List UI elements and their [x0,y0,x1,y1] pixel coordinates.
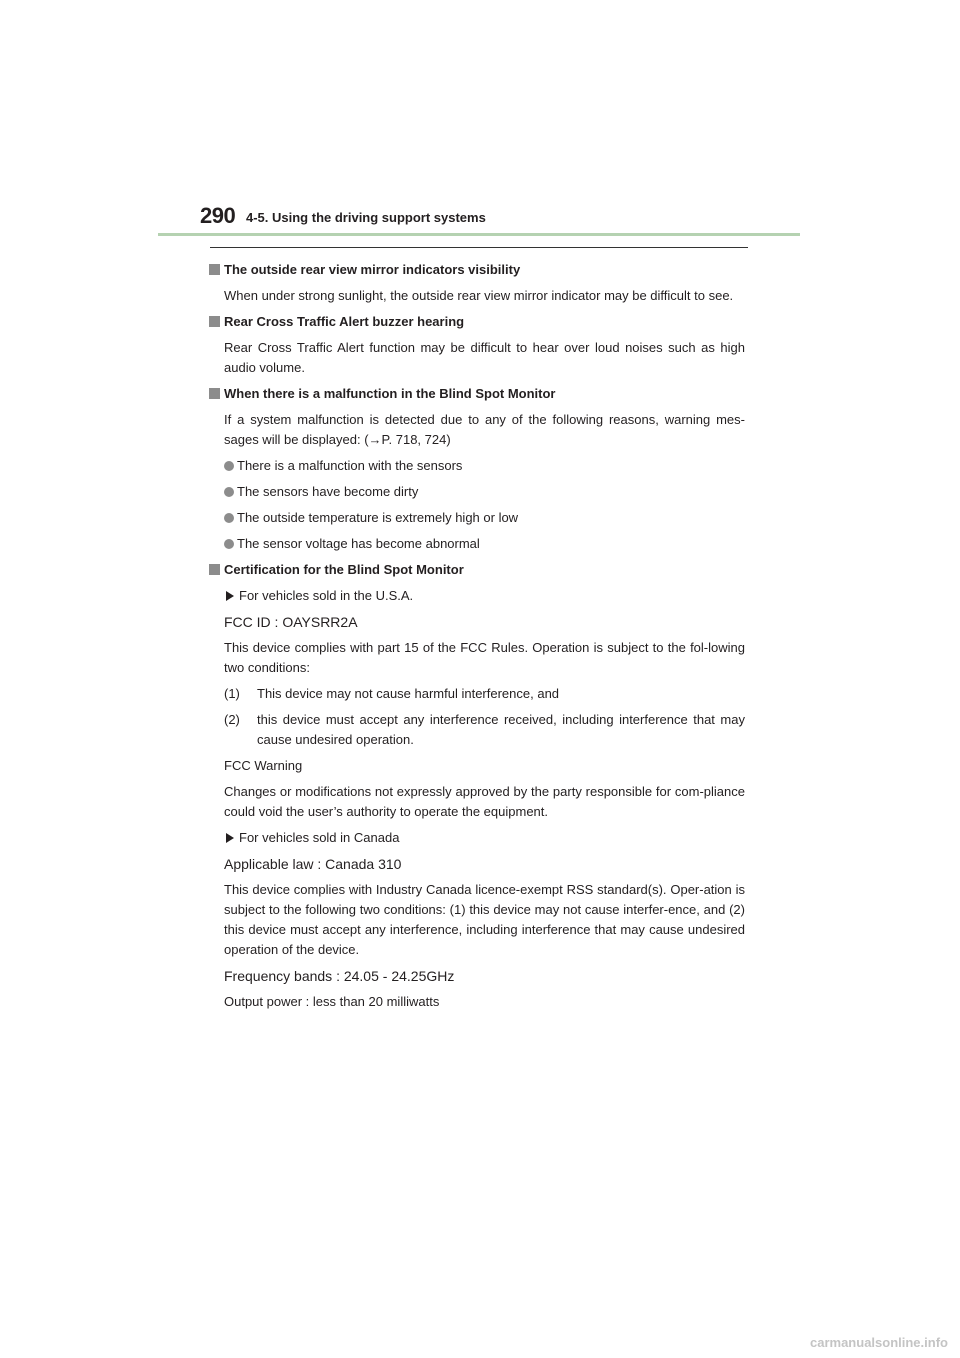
bullet-item: The outside temperature is extremely high or low [209,508,745,528]
section-title: 4-5. Using the driving support systems [246,210,486,225]
watermark: carmanualsonline.info [810,1335,948,1350]
round-bullet-icon [224,513,234,523]
paragraph-canada: This device complies with Industry Canada licence-exempt RSS standard(s). Oper-ation is subject to the following two conditions: (1) this device may not cause interfer-ence, and (2) this device must accept any interference, including interference that may cause undesired operation of the device. [224,882,745,957]
round-bullet-icon [224,539,234,549]
paragraph-malfunction: If a system malfunction is detected due to any of the following reasons, warning mes-sages will be displayed: (→P. 718, 724) [224,412,745,447]
page-header [0,0,960,240]
fcc-warning-title: FCC Warning [224,758,303,773]
bullet-item: The sensor voltage has become abnormal [209,534,745,554]
subheading-usa: For vehicles sold in the U.S.A. [209,586,745,606]
heading-certification: Certification for the Blind Spot Monitor [209,560,745,580]
output-power: Output power : less than 20 milliwatts [224,994,440,1009]
page-number: 290 [200,203,236,228]
round-bullet-icon [224,461,234,471]
round-bullet-icon [224,487,234,497]
page-content [209,260,745,1012]
heading-malfunction: When there is a malfunction in the Blind Spot Monitor [209,384,745,404]
frequency-bands: Frequency bands : 24.05 - 24.25GHz [224,968,455,984]
heading-mirror-indicators: The outside rear view mirror indicators visibility [209,260,745,280]
square-bullet-icon [209,264,220,275]
heading-rcta-buzzer: Rear Cross Traffic Alert buzzer hearing [209,312,745,332]
numbered-condition: (1) This device may not cause harmful interference, and [224,686,560,701]
bullet-item: There is a malfunction with the sensors [209,456,745,476]
paragraph-rcta-buzzer: Rear Cross Traffic Alert function may be difficult to hear over loud noises such as high audio volume. [224,340,745,375]
square-bullet-icon [209,316,220,327]
triangle-arrow-icon [226,591,234,601]
fcc-id: FCC ID : OAYSRR2A [224,614,358,630]
paragraph-fcc-warning: Changes or modifications not expressly approved by the party responsible for com-pliance could void the user’s authority to operate the equipment. [224,784,745,819]
triangle-arrow-icon [226,833,234,843]
paragraph-mirror-indicators: When under strong sunlight, the outside rear view mirror indicator may be difficult to see. [224,288,734,303]
content-top-rule [210,247,748,248]
subheading-canada: For vehicles sold in Canada [209,828,745,848]
applicable-law: Applicable law : Canada 310 [224,856,402,872]
paragraph-fcc-intro: This device complies with part 15 of the FCC Rules. Operation is subject to the fol-lowing two conditions: [224,640,745,675]
square-bullet-icon [209,564,220,575]
bullet-item: The sensors have become dirty [209,482,745,502]
header-rule [158,233,800,236]
numbered-condition: (2) this device must accept any interference received, including interference that may cause undesired operation. [224,712,745,747]
square-bullet-icon [209,388,220,399]
